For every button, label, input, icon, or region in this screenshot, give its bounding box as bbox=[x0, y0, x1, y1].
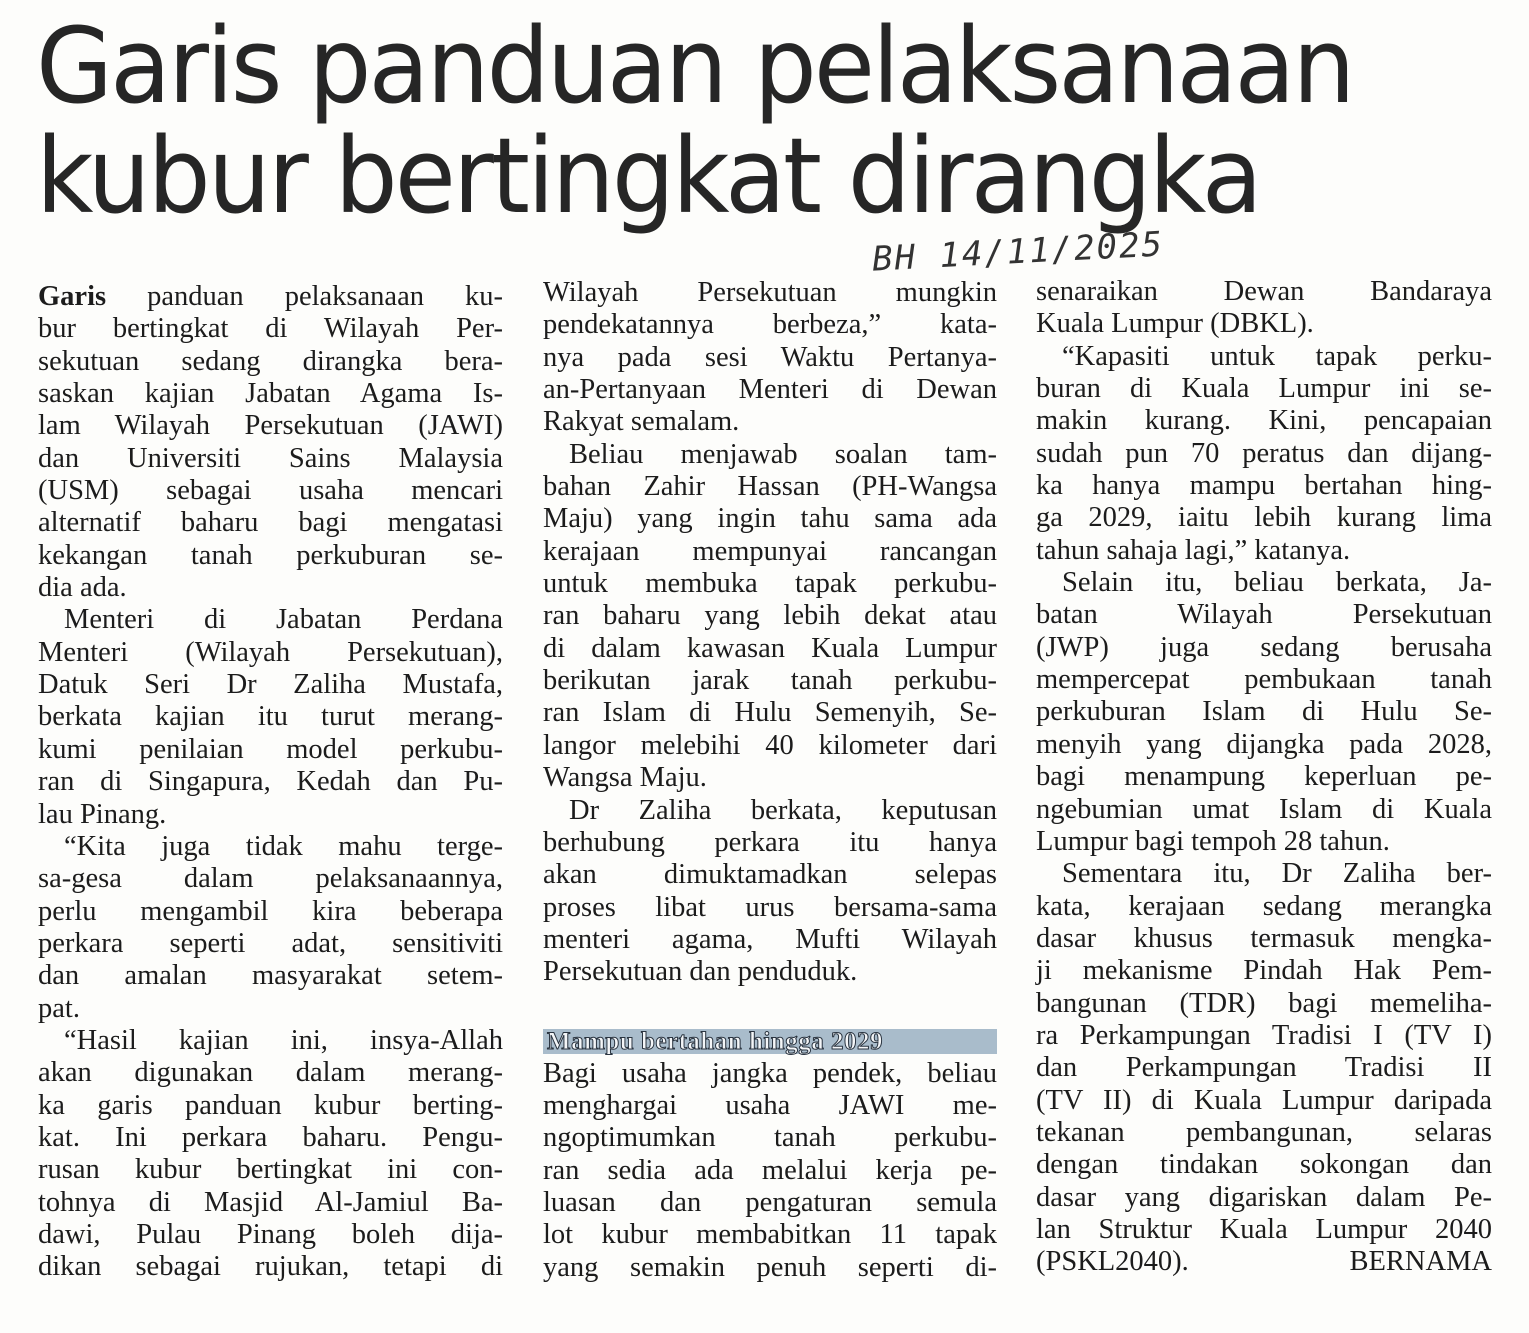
paragraph bbox=[543, 439, 997, 795]
text-line: Dr Zaliha berkata, keputusan bbox=[569, 794, 997, 826]
text-line: ra Perkampungan Tradisi I (TV I) bbox=[1036, 1019, 1492, 1051]
text-line: tekanan pembangunan, selaras bbox=[1036, 1116, 1492, 1148]
text-line: berkata kajian itu turut merang- bbox=[38, 701, 503, 733]
text-line: Wilayah Persekutuan mungkin bbox=[543, 277, 997, 308]
text-line: ran sedia ada melalui kerja pe- bbox=[543, 1154, 997, 1186]
text-line: Maju) yang ingin tahu sama ada bbox=[543, 503, 997, 535]
text-line: untuk membuka tapak perkubu- bbox=[543, 568, 997, 600]
text-line: pendekatannya berbeza,” kata- bbox=[543, 309, 997, 341]
text-line: luasan dan pengaturan semula bbox=[543, 1186, 997, 1218]
text-line: Lumpur bagi tempoh 28 tahun. bbox=[1036, 825, 1390, 857]
text-line: dasar khusus termasuk mengka- bbox=[1036, 922, 1492, 954]
article-column-1 bbox=[38, 281, 503, 1284]
text-line: berhubung perkara itu hanya bbox=[543, 826, 997, 858]
lead-word: Garis bbox=[38, 281, 107, 312]
text-line: pat. bbox=[38, 992, 80, 1024]
byline: BERNAMA bbox=[1349, 1246, 1492, 1278]
text-line: perkuburan Islam di Hulu Se- bbox=[1036, 696, 1492, 728]
text-line bbox=[38, 281, 503, 313]
text-line: tahun sahaja lagi,” katanya. bbox=[1036, 534, 1351, 566]
text-line: bur bertingkat di Wilayah Per- bbox=[38, 313, 503, 345]
text-line: dan amalan masyarakat setem- bbox=[38, 960, 503, 992]
text-line: batan Wilayah Persekutuan bbox=[1036, 599, 1492, 631]
text-line: di dalam kawasan Kuala Lumpur bbox=[543, 632, 997, 664]
text-line: “Kita juga tidak mahu terge- bbox=[64, 830, 503, 862]
paragraph bbox=[1036, 567, 1492, 858]
text-line: buran di Kuala Lumpur ini se- bbox=[1036, 373, 1492, 405]
text-line: menghargai usaha JAWI me- bbox=[543, 1089, 997, 1121]
paragraph bbox=[38, 281, 503, 604]
text-line: langor melebihi 40 kilometer dari bbox=[543, 729, 997, 761]
paragraph bbox=[38, 604, 503, 830]
text-line: sa-gesa dalam pelaksanaannya, bbox=[38, 863, 503, 895]
headline-line-1: Garis panduan pelaksanaan bbox=[36, 5, 1353, 127]
text-line: dasar yang digariskan dalam Pe- bbox=[1036, 1181, 1492, 1213]
text-line: dikan sebagai rujukan, tetapi di bbox=[38, 1251, 503, 1283]
text-line: menyih yang dijangka pada 2028, bbox=[1036, 728, 1492, 760]
text-line: Persekutuan dan penduduk. bbox=[543, 956, 858, 988]
text-line: sudah pun 70 peratus dan dijang- bbox=[1036, 437, 1492, 469]
text-line: lan Struktur Kuala Lumpur 2040 bbox=[1036, 1213, 1492, 1245]
text-line: (JWP) juga sedang berusaha bbox=[1036, 631, 1492, 663]
text-line: ka garis panduan kubur berting- bbox=[38, 1089, 503, 1121]
text-line: dan Perkampungan Tradisi II bbox=[1036, 1052, 1492, 1084]
text-line: perkara seperti adat, sensitiviti bbox=[38, 927, 503, 959]
text-line: “Hasil kajian ini, insya-Allah bbox=[64, 1024, 503, 1056]
handwritten-date-note: BH 14/11/2025 bbox=[871, 224, 1165, 280]
headline-line-2: kubur bertingkat dirangka bbox=[36, 115, 1260, 237]
text-line: ngoptimumkan tanah perkubu- bbox=[543, 1122, 997, 1154]
text-line: berikutan jarak tanah perkubu- bbox=[543, 665, 997, 697]
text-line: kekangan tanah perkuburan se- bbox=[38, 539, 503, 571]
text-line: ran baharu yang lebih dekat atau bbox=[543, 600, 997, 632]
text-line: saskan kajian Jabatan Agama Is- bbox=[38, 378, 503, 410]
paragraph bbox=[543, 795, 997, 989]
text-line: makin kurang. Kini, pencapaian bbox=[1036, 405, 1492, 437]
text-line: tohnya di Masjid Al-Jamiul Ba- bbox=[38, 1186, 503, 1218]
text-line-content: panduan pelaksanaan ku- bbox=[147, 281, 503, 312]
text-line: dawi, Pulau Pinang boleh dija- bbox=[38, 1218, 503, 1250]
text-line: proses libat urus bersama-sama bbox=[543, 891, 997, 923]
text-line: kumi penilaian model perkubu- bbox=[38, 733, 503, 765]
paragraph bbox=[38, 831, 503, 1025]
text-line bbox=[1036, 1246, 1492, 1278]
text-line: Bagi usaha jangka pendek, beliau bbox=[543, 1057, 997, 1089]
text-line: alternatif baharu bagi mengatasi bbox=[38, 507, 503, 539]
text-line: ngebumian umat Islam di Kuala bbox=[1036, 793, 1492, 825]
text-line: bagi menampung keperluan pe- bbox=[1036, 761, 1492, 793]
text-line: Menteri di Jabatan Perdana bbox=[64, 604, 503, 636]
text-line: ran Islam di Hulu Semenyih, Se- bbox=[543, 697, 997, 729]
text-line-content: (PSKL2040). bbox=[1036, 1246, 1189, 1278]
text-line: akan dimuktamadkan selepas bbox=[543, 859, 997, 891]
text-line: dan Universiti Sains Malaysia bbox=[38, 442, 503, 474]
text-line: ga 2029, iaitu lebih kurang lima bbox=[1036, 502, 1492, 534]
text-line: akan digunakan dalam merang- bbox=[38, 1057, 503, 1089]
text-line: (TV II) di Kuala Lumpur daripada bbox=[1036, 1084, 1492, 1116]
text-line: Menteri (Wilayah Persekutuan), bbox=[38, 636, 503, 668]
text-line: ka hanya mampu bertahan hing- bbox=[1036, 470, 1492, 502]
article-column-2 bbox=[543, 277, 997, 1284]
text-line: lam Wilayah Persekutuan (JAWI) bbox=[38, 410, 503, 442]
text-line: “Kapasiti untuk tapak perku- bbox=[1062, 340, 1492, 372]
text-line: Wangsa Maju. bbox=[543, 762, 707, 794]
text-line: kata, kerajaan sedang merangka bbox=[1036, 890, 1492, 922]
text-line: mempercepat pembukaan tanah bbox=[1036, 664, 1492, 696]
paragraph bbox=[38, 1025, 503, 1284]
text-line: lot kubur membabitkan 11 tapak bbox=[543, 1219, 997, 1251]
text-line: kat. Ini perkara baharu. Pengu- bbox=[38, 1121, 503, 1153]
text-line: Sementara itu, Dr Zaliha ber- bbox=[1062, 858, 1492, 890]
text-line: dengan tindakan sokongan dan bbox=[1036, 1149, 1492, 1181]
text-line: Kuala Lumpur (DBKL). bbox=[1036, 308, 1314, 340]
text-line: Selain itu, beliau berkata, Ja- bbox=[1062, 567, 1492, 599]
text-line: kerajaan mempunyai rancangan bbox=[543, 535, 997, 567]
text-line: Rakyat semalam. bbox=[543, 406, 740, 438]
paragraph bbox=[1036, 341, 1492, 567]
text-line: rusan kubur bertingkat ini con- bbox=[38, 1154, 503, 1186]
subheading: Mampu bertahan hingga 2029 bbox=[543, 1029, 997, 1054]
text-line: dia ada. bbox=[38, 572, 127, 604]
text-line: Datuk Seri Dr Zaliha Mustafa, bbox=[38, 669, 503, 701]
text-line: sekutuan sedang dirangka bera- bbox=[38, 345, 503, 377]
paragraph bbox=[1036, 858, 1492, 1278]
paragraph bbox=[543, 1058, 997, 1284]
text-line: ran di Singapura, Kedah dan Pu- bbox=[38, 766, 503, 798]
paragraph bbox=[543, 277, 997, 439]
text-line: senaraikan Dewan Bandaraya bbox=[1036, 276, 1492, 307]
text-line: (USM) sebagai usaha mencari bbox=[38, 475, 503, 507]
article-column-3 bbox=[1036, 276, 1492, 1279]
text-line: Beliau menjawab soalan tam- bbox=[569, 438, 997, 470]
text-line: bahan Zahir Hassan (PH-Wangsa bbox=[543, 471, 997, 503]
text-line: bangunan (TDR) bagi memeliha- bbox=[1036, 987, 1492, 1019]
text-line: ji mekanisme Pindah Hak Pem- bbox=[1036, 955, 1492, 987]
text-line: an-Pertanyaan Menteri di Dewan bbox=[543, 374, 997, 406]
text-line: perlu mengambil kira beberapa bbox=[38, 895, 503, 927]
paragraph bbox=[1036, 276, 1492, 341]
text-line: menteri agama, Mufti Wilayah bbox=[543, 923, 997, 955]
text-line: yang semakin penuh seperti di- bbox=[543, 1251, 997, 1283]
text-line: lau Pinang. bbox=[38, 798, 167, 830]
text-line: nya pada sesi Waktu Pertanya- bbox=[543, 341, 997, 373]
